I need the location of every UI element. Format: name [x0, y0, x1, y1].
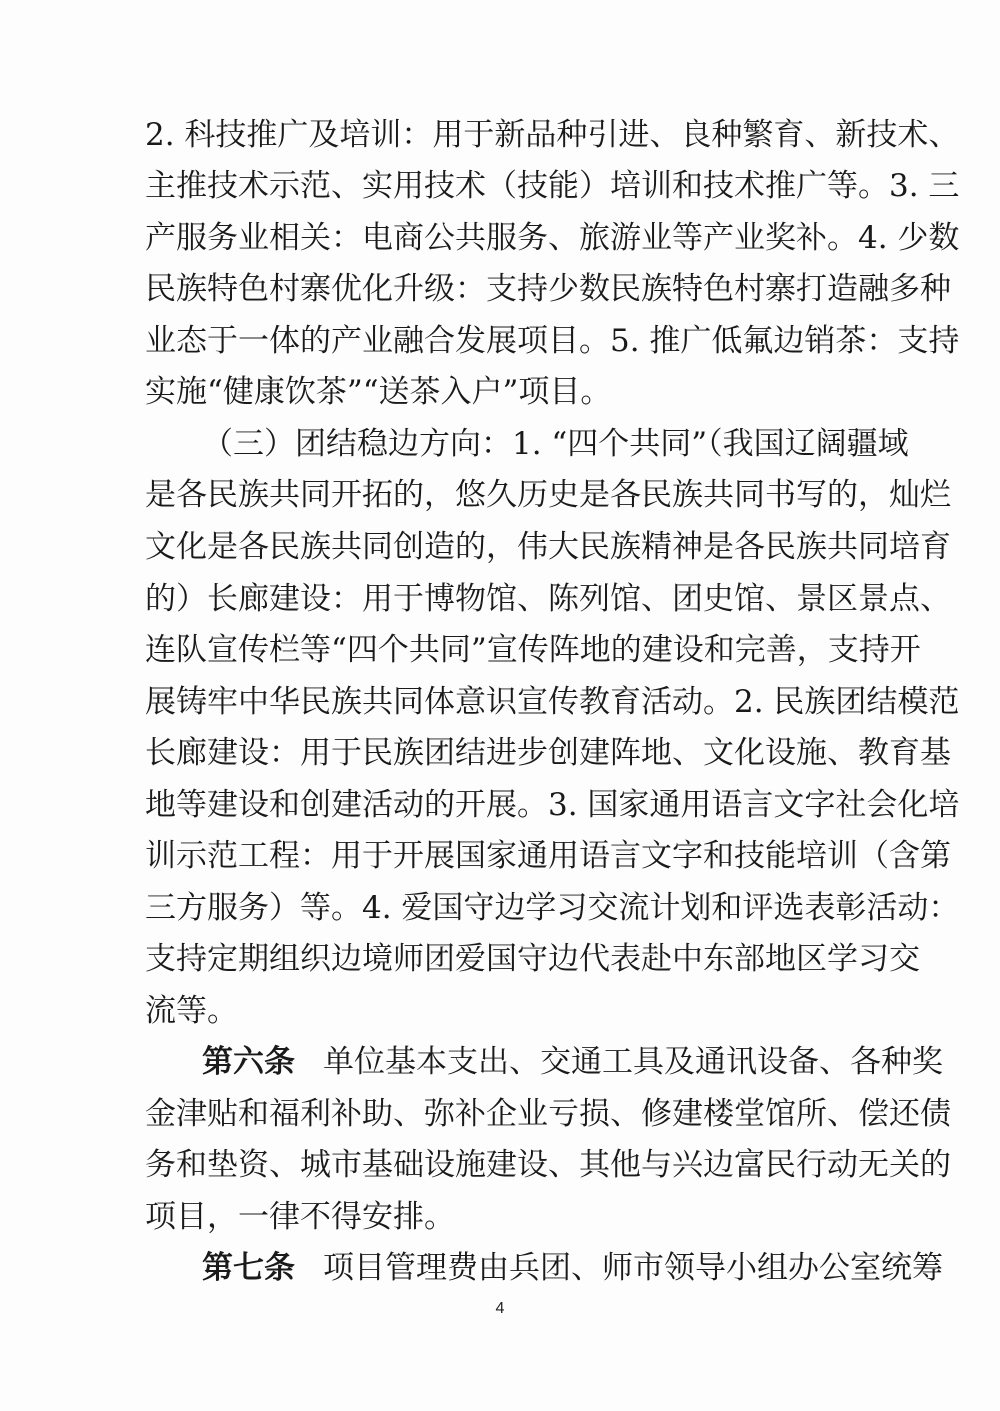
text-line: 业态于一体的产业融合发展项目。5. 推广低氟边销茶：支持 — [145, 323, 960, 359]
text-line: 地等建设和创建活动的开展。3. 国家通用语言文字社会化培 — [145, 787, 960, 823]
text-line: 项目，一律不得安排。 — [145, 1199, 455, 1235]
article-7-heading: 第七条 — [202, 1250, 295, 1286]
text-line: 主推技术示范、实用技术（技能）培训和技术推广等。3. 三 — [145, 168, 960, 204]
text-line: 务和垫资、城市基础设施建设、其他与兴边富民行动无关的 — [145, 1147, 951, 1183]
text-line: （三）团结稳边方向：1. “四个共同”（我国辽阔疆域 — [202, 426, 909, 462]
text-line: 民族特色村寨优化升级：支持少数民族特色村寨打造融多种 — [145, 271, 951, 307]
page-number: 4 — [495, 1300, 505, 1317]
text-line: 三方服务）等。4. 爱国守边学习交流计划和评选表彰活动： — [145, 890, 960, 926]
text-line: 是各民族共同开拓的，悠久历史是各民族共同书写的，灿烂 — [145, 477, 951, 513]
text-line: 的）长廊建设：用于博物馆、陈列馆、团史馆、景区景点、 — [145, 581, 951, 617]
text-line: 支持定期组织边境师团爱国守边代表赴中东部地区学习交 — [145, 941, 920, 977]
text-line: 训示范工程：用于开展国家通用语言文字和技能培训（含第 — [145, 838, 951, 874]
text-line: 实施“健康饮茶”“送茶入户”项目。 — [145, 374, 612, 410]
article-6-heading: 第六条 — [202, 1044, 295, 1080]
text-line: 长廊建设：用于民族团结进步创建阵地、文化设施、教育基 — [145, 735, 951, 771]
article-6-first-line — [202, 1042, 943, 1082]
text-line: 产服务业相关：电商公共服务、旅游业等产业奖补。4. 少数 — [145, 220, 960, 256]
text-line: 展铸牢中华民族共同体意识宣传教育活动。2. 民族团结模范 — [145, 684, 960, 720]
article-7-text: 项目管理费由兵团、师市领导小组办公室统筹 — [323, 1250, 943, 1286]
article-6-text: 单位基本支出、交通工具及通讯设备、各种奖 — [323, 1044, 943, 1080]
text-line: 流等。 — [145, 993, 238, 1029]
text-line: 金津贴和福利补助、弥补企业亏损、修建楼堂馆所、偿还债 — [145, 1096, 951, 1132]
article-7-first-line — [202, 1248, 943, 1288]
text-line: 连队宣传栏等“四个共同”宣传阵地的建设和完善，支持开 — [145, 632, 921, 668]
text-line: 2. 科技推广及培训：用于新品种引进、良种繁育、新技术、 — [145, 117, 960, 153]
text-line: 文化是各民族共同创造的，伟大民族精神是各民族共同培育 — [145, 529, 951, 565]
